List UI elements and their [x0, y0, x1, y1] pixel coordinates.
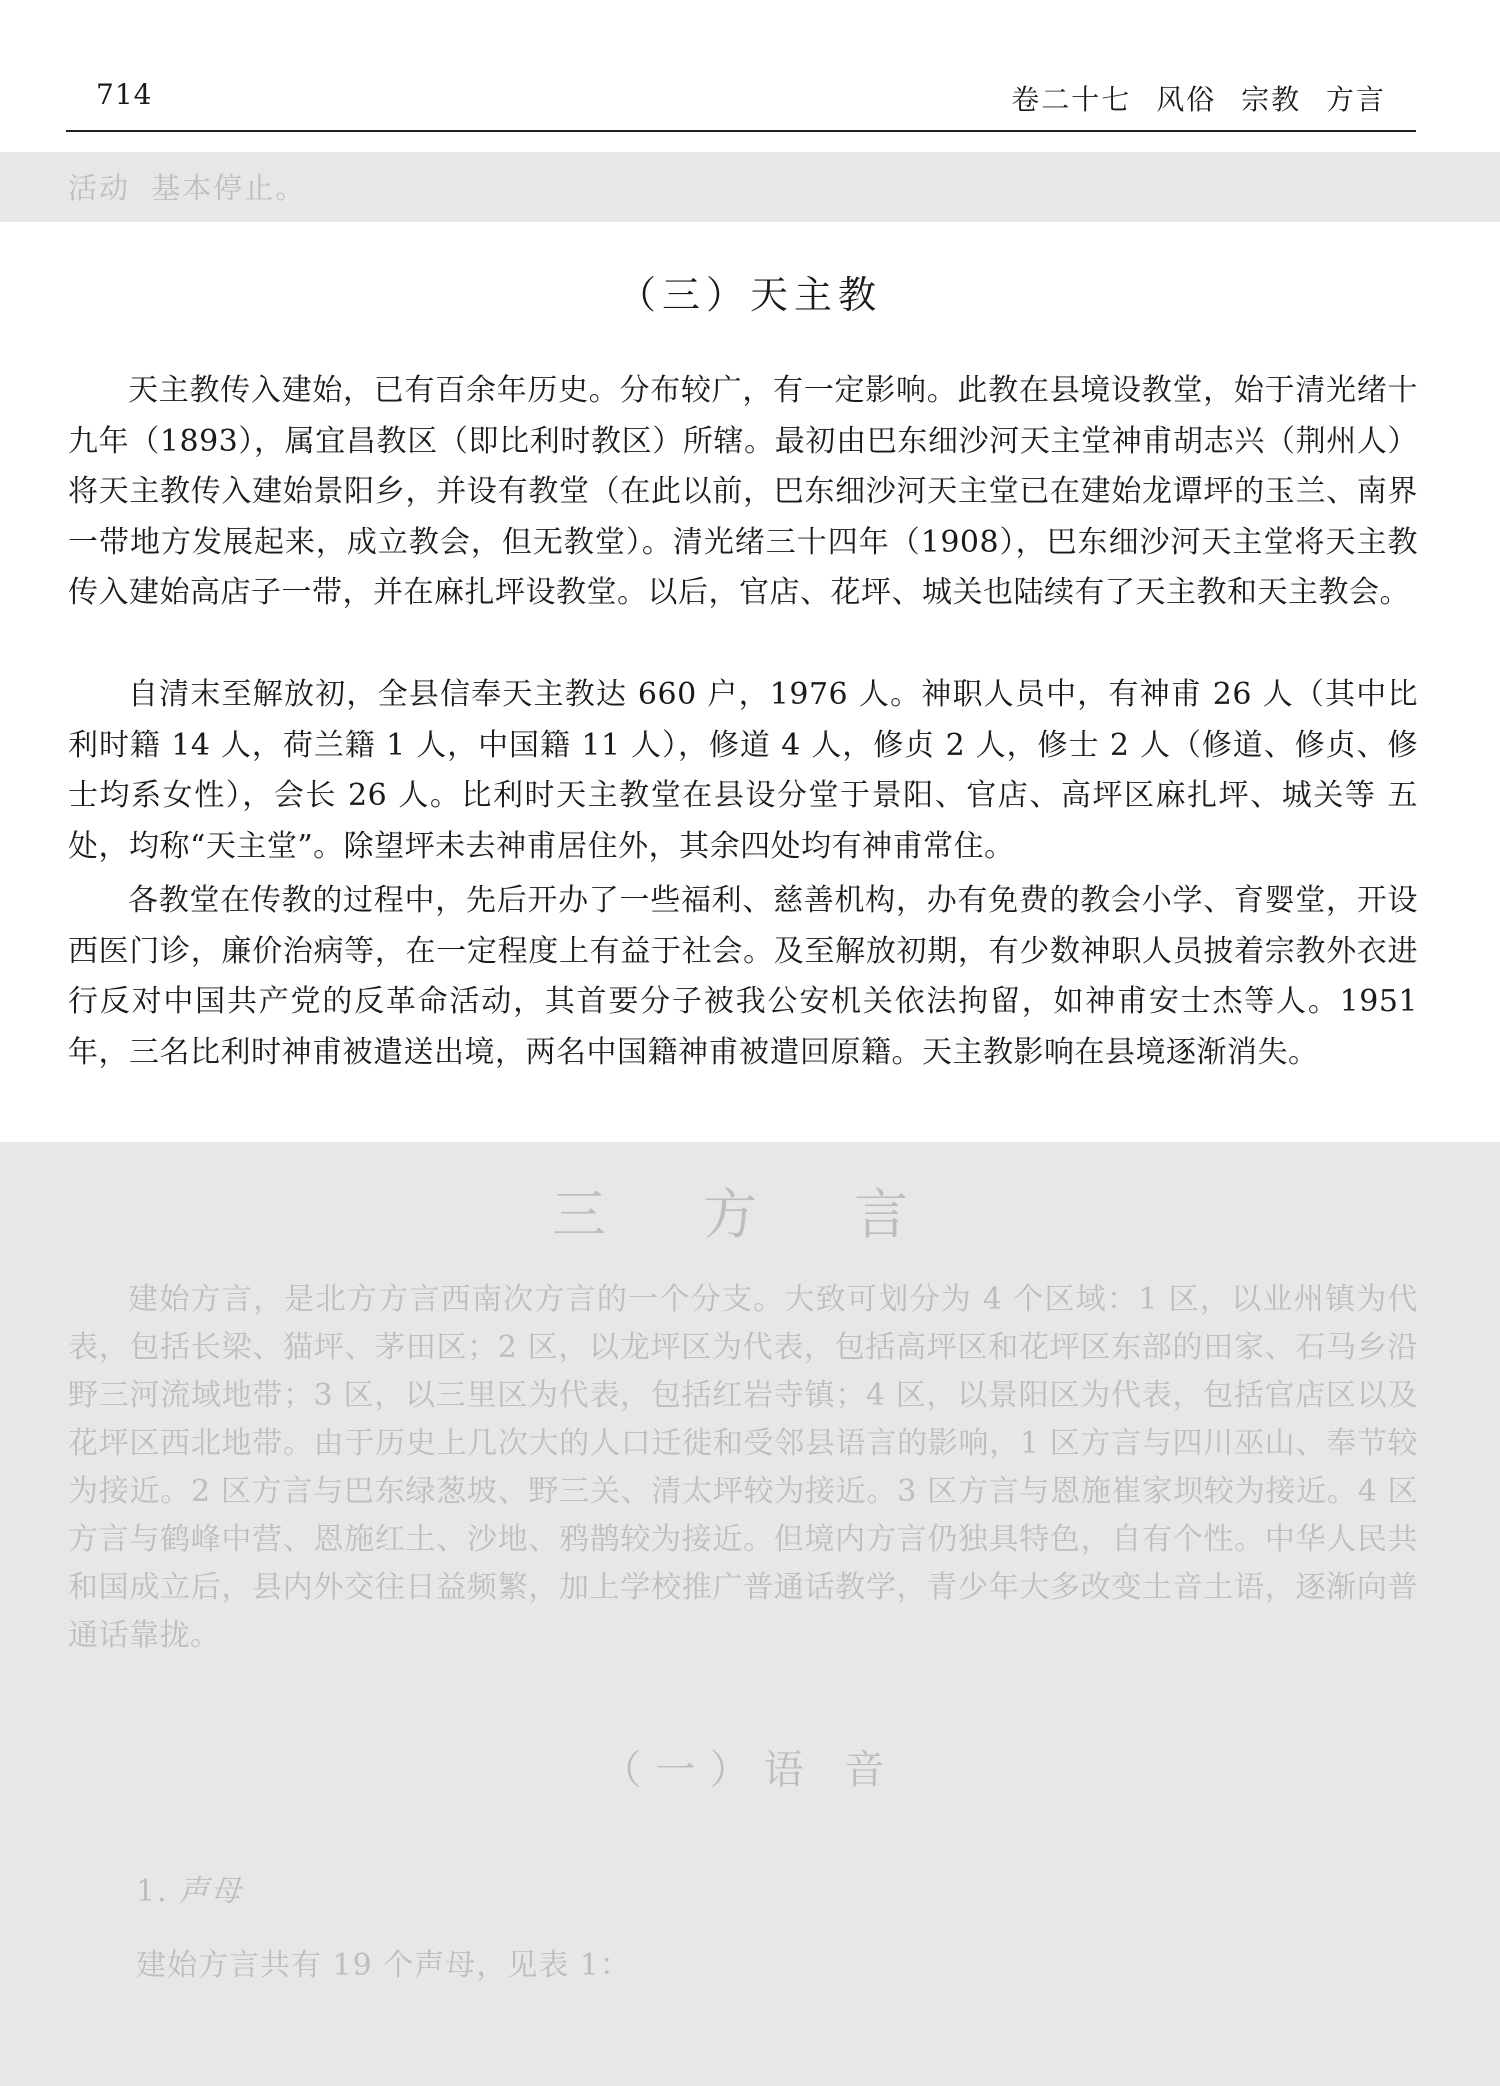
running-head: 卷二十七 风俗 宗教 方言 — [1011, 83, 1386, 116]
paragraph-catholic-decline: 各教堂在传教的过程中，先后开办了一些福利、慈善机构，办有免费的教会小学、育婴堂，开设西医门诊，廉价治病等，在一定程度上有益于社会。及至解放初期，有少数神职人员披着宗教外衣进行反对中国共产党的反革命活动，其首要分子被我公安机关依法拘留，如神甫安士杰等人。1951 年，三名比利时神甫被遣送出境，两名中国籍神甫被遣回原籍。天主教影响在县境逐渐消失。 — [68, 883, 1418, 1070]
section-title-catholicism: （三）天主教 — [617, 273, 882, 317]
paragraph-catholic-history: 天主教传入建始，已有百余年历史。分布较广，有一定影响。此教在县境设教堂，始于清光绪十九年（1893），属宜昌教区（即比利时教区）所辖。最初由巴东细沙河天主堂神甫胡志兴（荆州人）将天主教传入建始景阳乡，并设有教堂（在此以前，巴东细沙河天主堂已在建始龙谭坪的玉兰、南界一带地方发展起来，成立教会，但无教堂）。清光绪三十四年（1908），巴东细沙河天主堂将天主教传入建始高店子一带，并在麻扎坪设教堂。以后，官店、花坪、城关也陆续有了天主教和天主教会。 — [68, 373, 1418, 610]
subheading-initials — [136, 1866, 243, 1910]
page-number: 714 — [96, 78, 153, 111]
table-reference-text: 建始方言共有 19 个声母，见表 1： — [136, 1948, 631, 1983]
subheading-number: 1. — [136, 1874, 169, 1909]
subheading-label: 声母 — [178, 1874, 243, 1909]
carry-over-text: 活动 基本停止。 — [68, 171, 307, 205]
section-title-dialect: 三 方 言 — [551, 1183, 949, 1246]
paragraph-dialect-overview: 建始方言，是北方方言西南次方言的一个分支。大致可划分为 4 个区域：1 区，以业州镇为代表，包括长梁、猫坪、茅田区；2 区，以龙坪区为代表，包括高坪区和花坪区东部的田家、石马乡沿野三河流域地带；3 区，以三里区为代表，包括红岩寺镇；4 区，以景阳区为代表，包括官店区以及花坪区西北地带。由于历史上几次大的人口迁徙和受邻县语言的影响，1 区方言与四川巫山、奉节较为接近。2 区方言与巴东绿葱坡、野三关、清太坪较为接近。3 区方言与恩施崔家坝较为接近。4 区方言与鹤峰中营、恩施红土、沙地、鸦鹊较为接近。但境内方言仍独具特色，自有个性。中华人民共和国成立后，县内外交往日益频繁，加上学校推广普通话教学，青少年大多改变土音土语，逐渐向普通话靠拢。 — [68, 1282, 1418, 1653]
paragraph-catholic-members: 自清末至解放初，全县信奉天主教达 660 户，1976 人。神职人员中，有神甫 26 人（其中比利时籍 14 人，荷兰籍 1 人，中国籍 11 人），修道 4 人，修贞 2 人，修士 2 人（修道、修贞、修士均系女性），会长 26 人。比利时天主教堂在县设分堂于景阳、官店、高坪区麻扎坪、城关等 五处，均称“天主堂”。除望坪未去神甫居住外，其余四处均有神甫常住。 — [68, 677, 1418, 864]
page-header — [66, 78, 1416, 132]
section-title-phonetics: （一）语 音 — [601, 1747, 899, 1793]
